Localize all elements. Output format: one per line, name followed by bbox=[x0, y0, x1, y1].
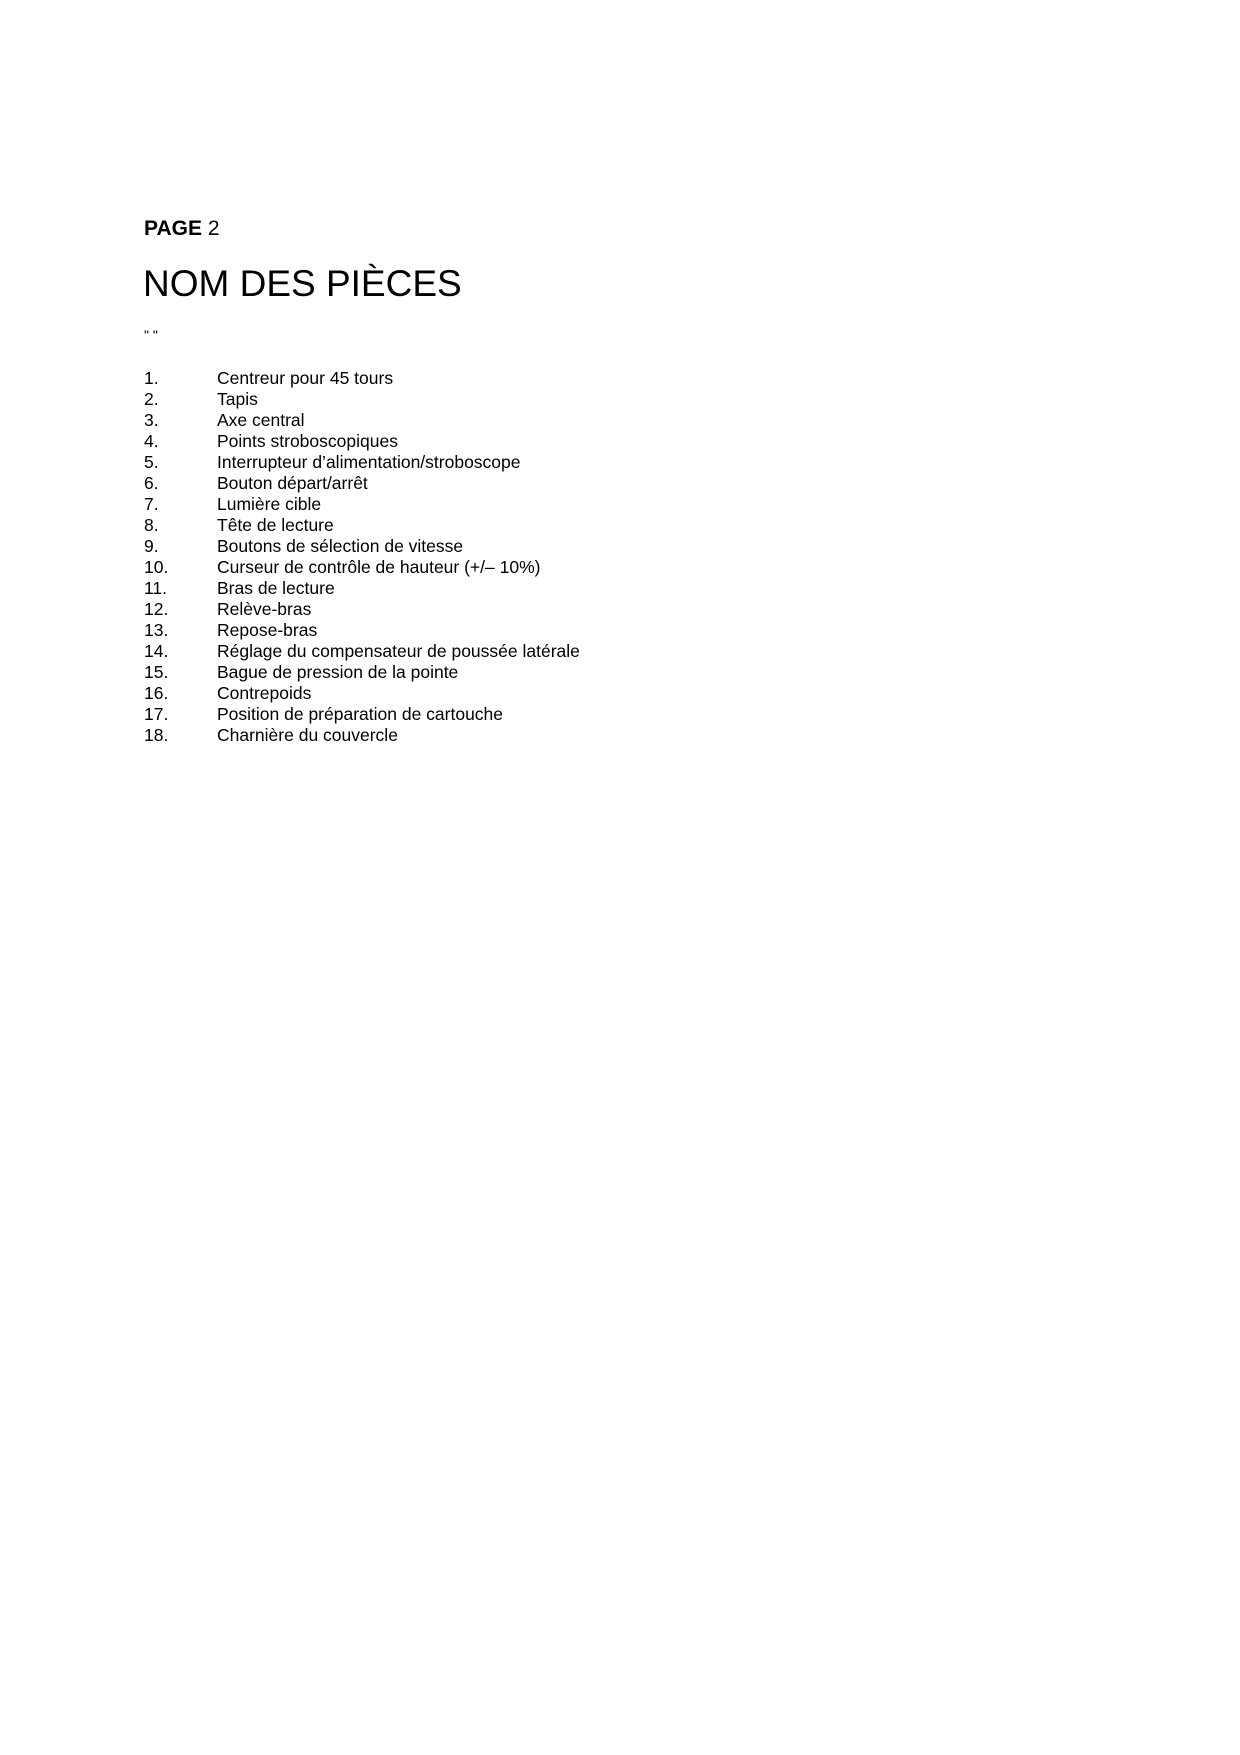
list-item bbox=[144, 578, 580, 599]
item-number: 6. bbox=[144, 473, 159, 493]
list-item bbox=[144, 536, 580, 557]
item-label: Interrupteur d’alimentation/stroboscope bbox=[217, 452, 521, 472]
item-number: 16. bbox=[144, 683, 169, 703]
list-item bbox=[144, 494, 580, 515]
page-label bbox=[144, 216, 220, 242]
list-item bbox=[144, 557, 580, 578]
item-number: 17. bbox=[144, 704, 169, 724]
item-number: 1. bbox=[144, 368, 159, 388]
item-label: Tapis bbox=[217, 389, 258, 409]
list-item bbox=[144, 410, 580, 431]
item-label: Bague de pression de la pointe bbox=[217, 662, 459, 682]
item-number: 12. bbox=[144, 599, 169, 619]
list-item bbox=[144, 452, 580, 473]
item-label: Réglage du compensateur de poussée latérale bbox=[217, 641, 580, 661]
item-label: Repose-bras bbox=[217, 620, 318, 640]
item-number: 11. bbox=[144, 578, 168, 598]
list-item bbox=[144, 389, 580, 410]
list-item bbox=[144, 473, 580, 494]
item-number: 7. bbox=[144, 494, 159, 514]
item-label: Boutons de sélection de vitesse bbox=[217, 536, 464, 556]
item-label: Charnière du couvercle bbox=[217, 725, 398, 745]
list-item bbox=[144, 599, 580, 620]
page-title: NOM DES PIÈCES bbox=[143, 263, 462, 304]
list-item bbox=[144, 662, 580, 683]
parts-list bbox=[144, 368, 580, 746]
item-number: 14. bbox=[144, 641, 169, 661]
item-number: 15. bbox=[144, 662, 169, 682]
page-number: 2 bbox=[207, 217, 220, 240]
item-number: 4. bbox=[144, 431, 159, 451]
list-item bbox=[144, 683, 580, 704]
item-label: Axe central bbox=[217, 410, 305, 430]
item-label: Curseur de contrôle de hauteur (+/– 10%) bbox=[217, 557, 541, 577]
item-label: Lumière cible bbox=[217, 494, 322, 514]
item-label: Contrepoids bbox=[217, 683, 312, 703]
item-number: 13. bbox=[144, 620, 169, 640]
quote-marks: " " bbox=[144, 327, 158, 343]
item-label: Bouton départ/arrêt bbox=[217, 473, 368, 493]
item-number: 8. bbox=[144, 515, 159, 535]
item-label: Relève-bras bbox=[217, 599, 312, 619]
list-item bbox=[144, 431, 580, 452]
item-label: Points stroboscopiques bbox=[217, 431, 398, 451]
item-number: 18. bbox=[144, 725, 169, 745]
page-word: PAGE bbox=[144, 217, 202, 240]
item-label: Centreur pour 45 tours bbox=[217, 368, 394, 388]
list-item bbox=[144, 620, 580, 641]
item-number: 3. bbox=[144, 410, 159, 430]
item-number: 2. bbox=[144, 389, 159, 409]
item-label: Position de préparation de cartouche bbox=[217, 704, 504, 724]
list-item bbox=[144, 704, 580, 725]
list-item bbox=[144, 368, 580, 389]
item-number: 9. bbox=[144, 536, 159, 556]
list-item bbox=[144, 641, 580, 662]
item-label: Bras de lecture bbox=[217, 578, 335, 598]
list-item bbox=[144, 515, 580, 536]
item-number: 10. bbox=[144, 557, 169, 577]
item-number: 5. bbox=[144, 452, 159, 472]
list-item bbox=[144, 725, 580, 746]
item-label: Tête de lecture bbox=[217, 515, 334, 535]
